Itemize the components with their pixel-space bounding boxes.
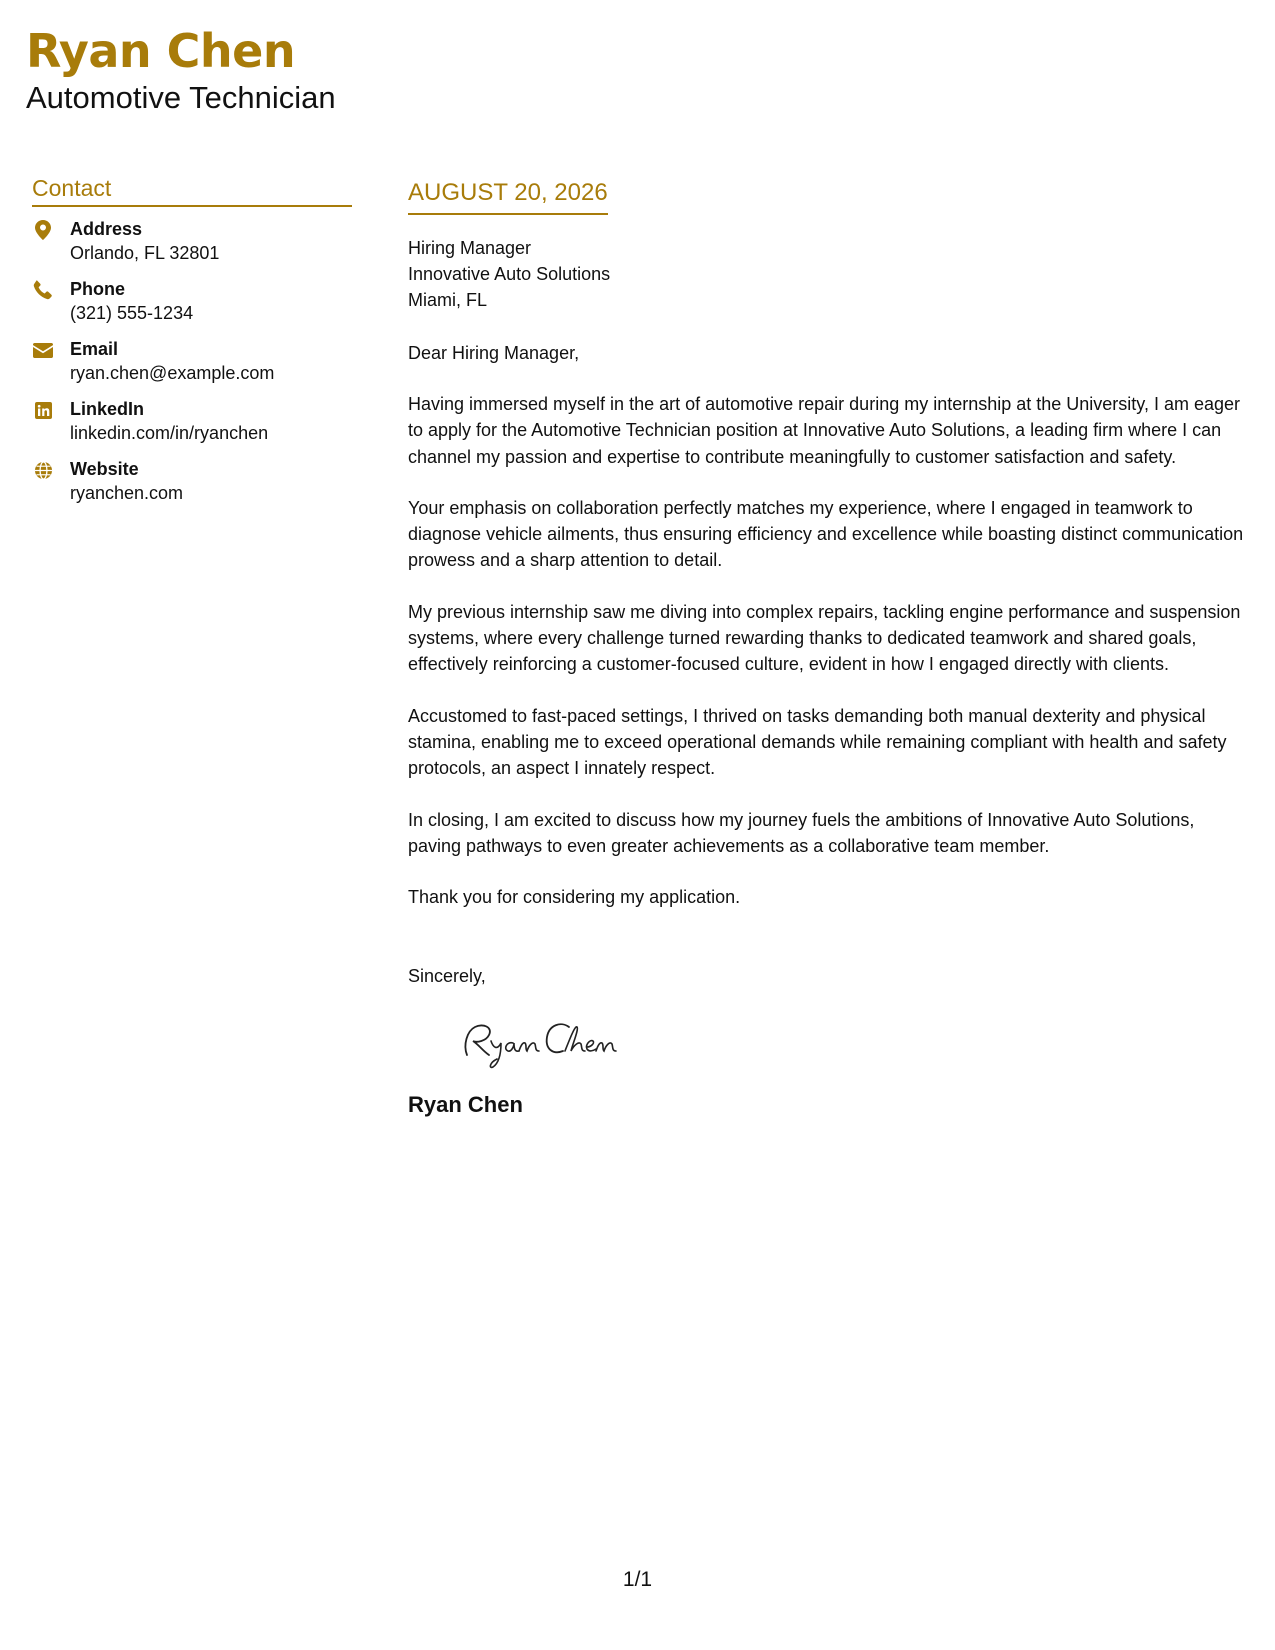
contact-item-website — [32, 457, 352, 505]
contact-label: LinkedIn — [70, 399, 145, 419]
recipient-line: Hiring Manager — [408, 238, 532, 258]
letter-paragraph: Your emphasis on collaboration perfectly matches my experience, where I engaged in teamwork to diagnose vehicle ailments, thus ensuring efficiency and excellence while boasting distinct communication prowess and a sharp attention to detail. — [408, 497, 1244, 571]
letter-body — [408, 178, 1248, 1119]
letter-date: AUGUST 20, 2026 — [408, 178, 608, 215]
contact-section-title: Contact — [32, 174, 352, 207]
contact-value: (321) 555-1234 — [70, 303, 194, 323]
letter-paragraph: Thank you for considering my application. — [408, 887, 741, 908]
letter-header — [26, 22, 336, 116]
contact-item-email — [32, 337, 352, 385]
letter-paragraph: In closing, I am excited to discuss how my journey fuels the ambitions of Innovative Auto Solutions, paving pathways to even greater achievements as a collaborative team member. — [408, 809, 1195, 856]
contact-value: ryanchen.com — [70, 483, 184, 503]
contact-value: Orlando, FL 32801 — [70, 243, 220, 263]
map-pin-icon — [32, 219, 54, 241]
contact-value: ryan.chen@example.com — [70, 363, 275, 383]
recipient-block — [408, 235, 1248, 313]
contact-label: Email — [70, 339, 119, 359]
globe-icon — [32, 459, 54, 481]
signed-name: Ryan Chen — [408, 1092, 523, 1118]
contact-label: Website — [70, 459, 139, 479]
contact-item-linkedin — [32, 397, 352, 445]
letter-paragraph: Accustomed to fast-paced settings, I thrived on tasks demanding both manual dexterity and physical stamina, enabling me to exceed operational demands while remaining compliant with health and safety protocols, an aspect I innately respect. — [408, 705, 1227, 779]
contact-item-address — [32, 217, 352, 265]
envelope-icon — [32, 339, 54, 361]
handwritten-signature — [453, 1011, 1248, 1071]
contact-label: Phone — [70, 279, 126, 299]
contact-value: linkedin.com/in/ryanchen — [70, 423, 269, 443]
page-number: 1/1 — [622, 1568, 653, 1591]
linkedin-icon — [32, 399, 54, 421]
salutation: Dear Hiring Manager, — [408, 343, 580, 363]
contact-sidebar — [32, 174, 352, 517]
recipient-line: Innovative Auto Solutions — [408, 264, 611, 284]
letter-paragraph: My previous internship saw me diving into complex repairs, tackling engine performance and suspension systems, where every challenge turned rewarding thanks to dedicated teamwork and shared goals, effectively reinforcing a customer-focused culture, evident in how I engaged directly with clients. — [408, 601, 1241, 675]
applicant-role: Automotive Technician — [26, 80, 336, 115]
contact-item-phone — [32, 277, 352, 325]
applicant-name: Ryan Chen — [26, 24, 296, 78]
contact-label: Address — [70, 219, 143, 239]
recipient-line: Miami, FL — [408, 290, 488, 310]
letter-paragraph: Having immersed myself in the art of automotive repair during my internship at the University, I am eager to apply for the Automotive Technician position at Innovative Auto Solutions, a leading firm where I can channel my passion and expertise to contribute meaningfully to customer satisfaction and safety. — [408, 394, 1241, 467]
phone-icon — [32, 279, 54, 301]
closing: Sincerely, — [408, 966, 486, 987]
